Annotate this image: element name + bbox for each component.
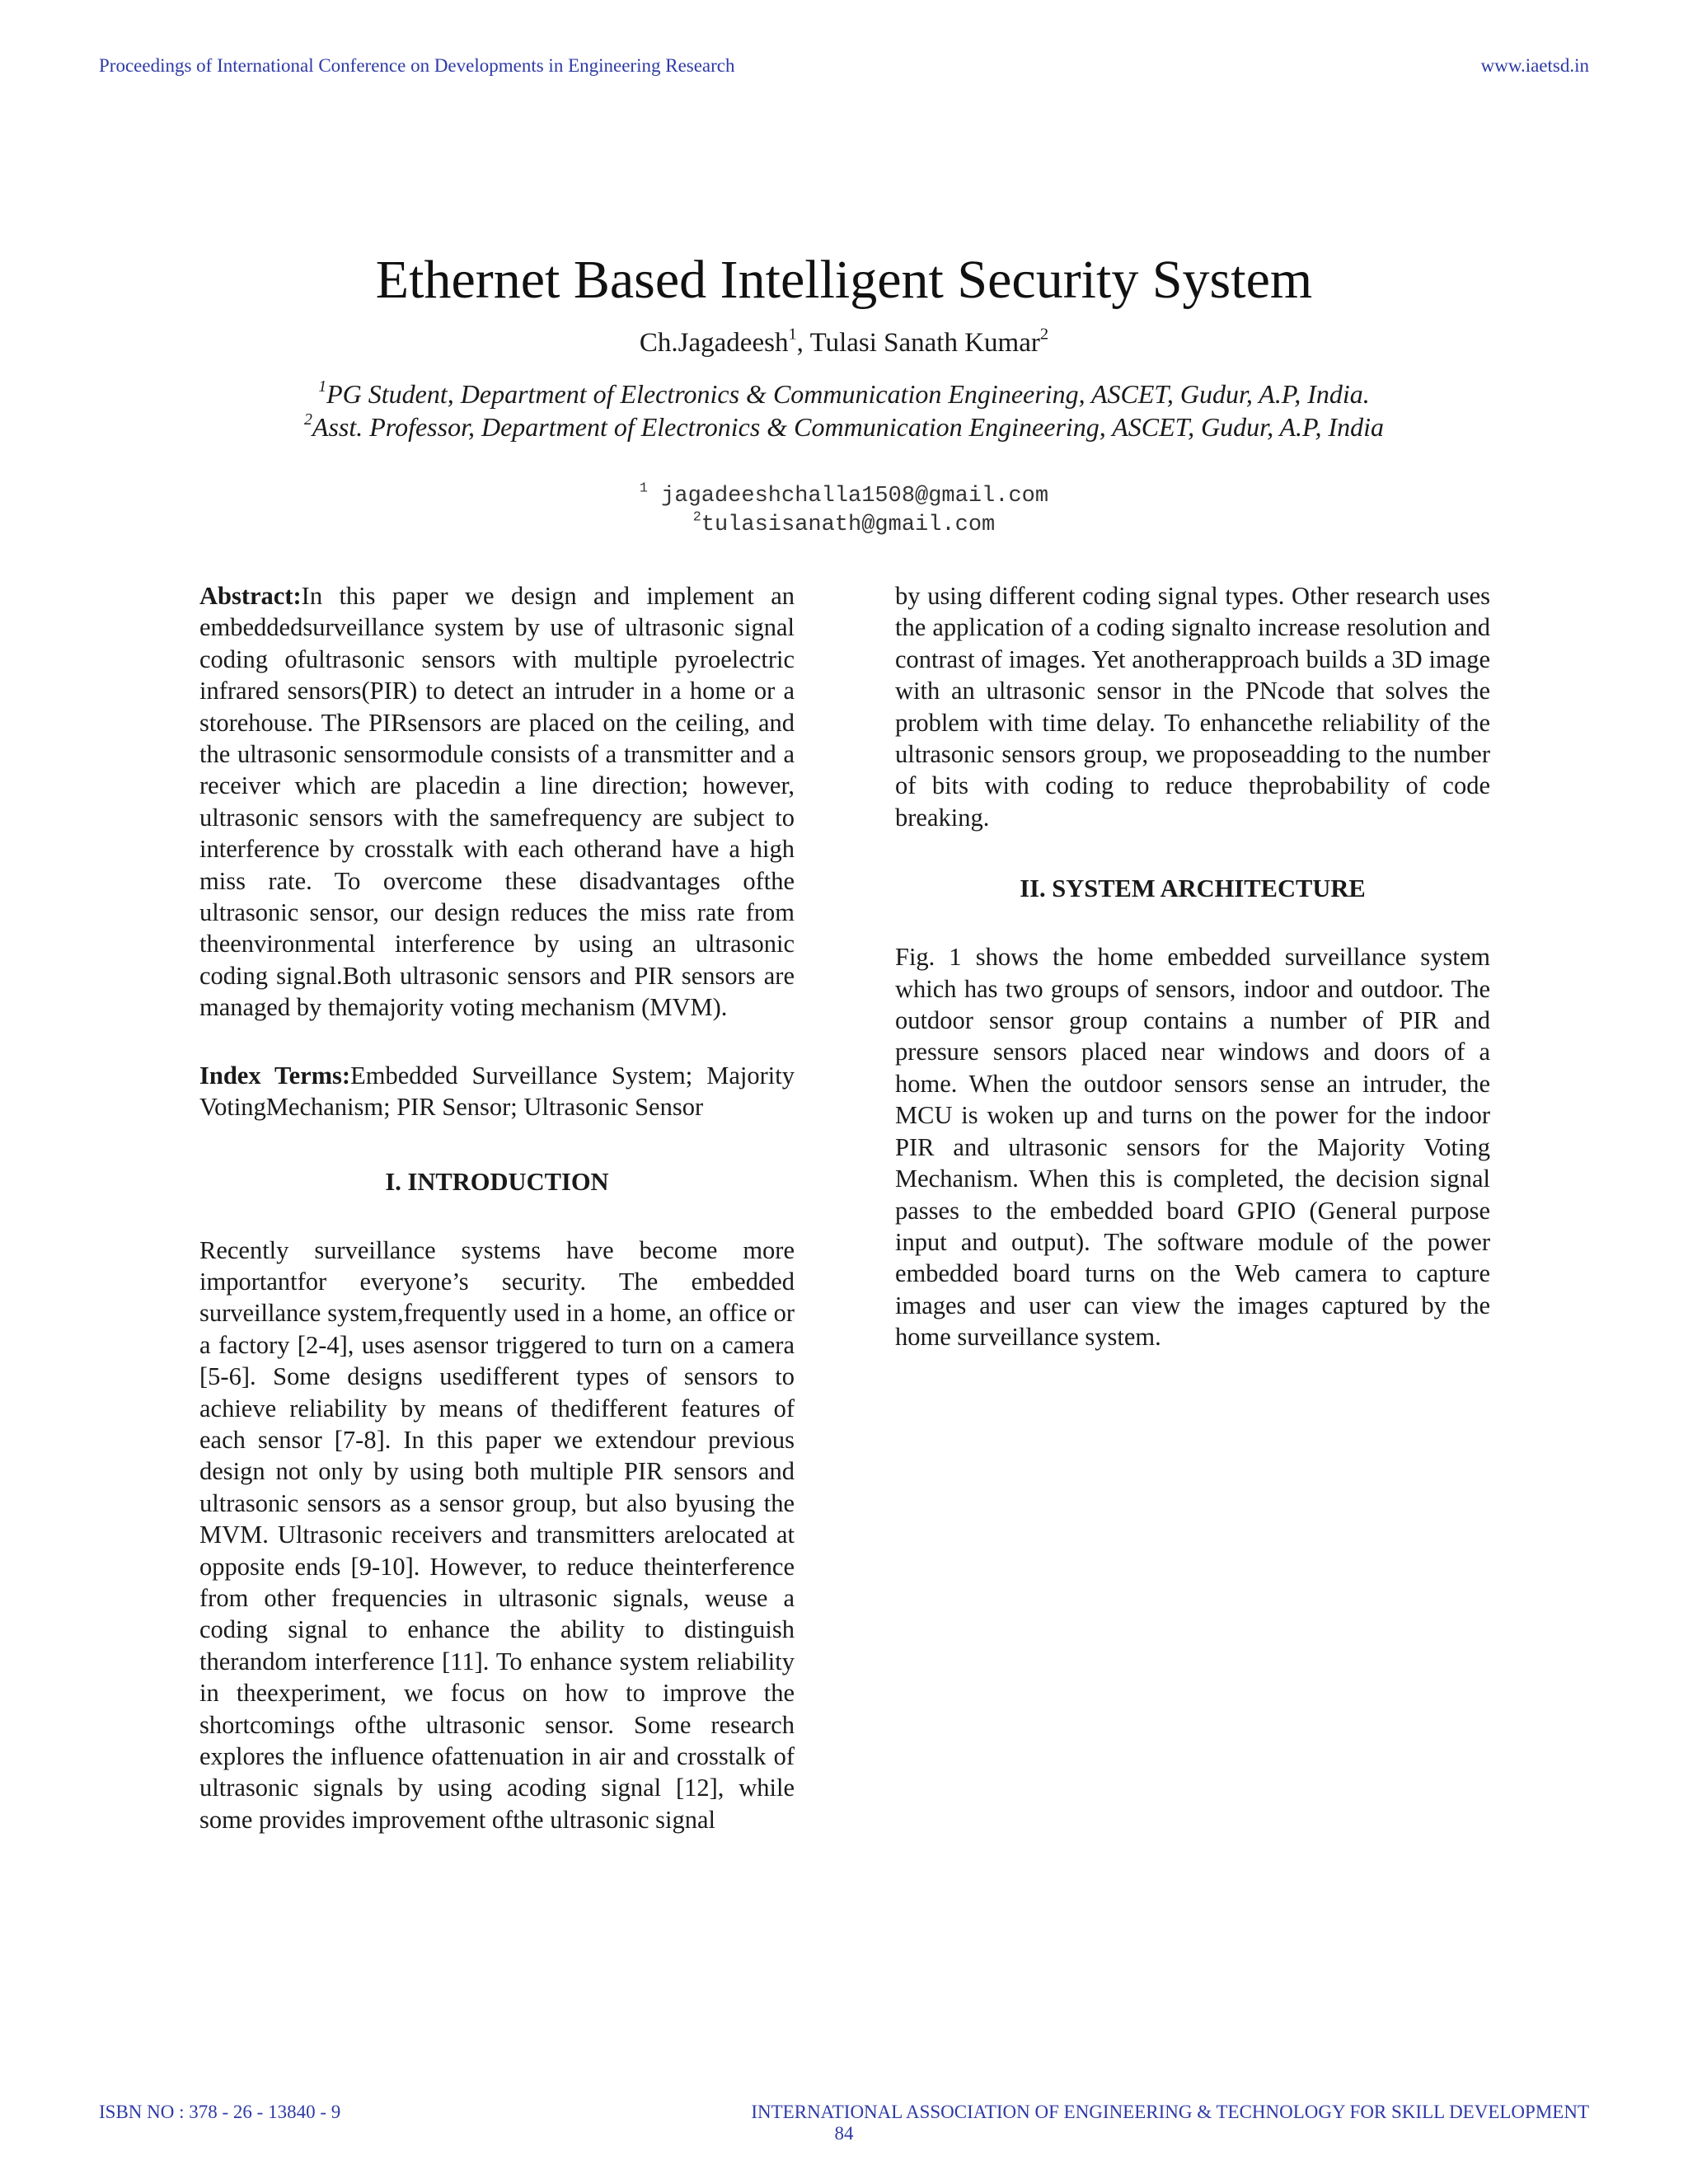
index-terms-label: Index Terms: <box>199 1061 351 1090</box>
association-name: INTERNATIONAL ASSOCIATION OF ENGINEERING & TECHNOLOGY FOR SKILL DEVELOPMENT <box>751 2102 1589 2122</box>
section-1-heading: I. INTRODUCTION <box>385 1167 609 1196</box>
system-architecture-text: Fig. 1 shows the home embedded surveillance system which has two groups of sensors, indoor and outdoor. The outdoor sensor group contains a number of PIR and pressure sensors placed near windows and doors of a home. When the outdoor sensors sense an intruder, the MCU is woken up and turns on the power for the indoor PIR and ultrasonic sensors for the Majority Voting Mechanism. When this is completed, the decision signal passes to the embedded board GPIO (General purpose input and output). The software module of the power embedded board turns on the Web camera to capture images and user can view the images captured by the home surveillance system. <box>895 943 1490 1352</box>
running-header <box>99 55 1589 77</box>
author-separator: , <box>796 328 810 358</box>
introduction-continued: by using different coding signal types. Other research uses the application of a coding signalto increase resolution and contrast of images. Yet anotherapproach builds a 3D image with an ultrasonic sensor in the PNcode that solves the problem with time delay. To enhancethe reliability of the ultrasonic sensors group, we proposeadding to the number of bits with coding to reduce theprobability of code breaking. <box>895 582 1490 832</box>
affiliation-2-text: Asst. Professor, Department of Electronics & Communication Engineering, ASCET, Gudur, A.P, India <box>312 412 1385 442</box>
right-column <box>895 580 1490 1353</box>
author-1-affil-mark: 1 <box>788 325 797 344</box>
abstract-text: In this paper we design and implement an embeddedsurveillance system by use of ultrasonic signal coding ofultrasonic sensors with multiple pyroelectric infrared sensors(PIR) to detect an intruder in a home or a storehouse. The PIRsensors are placed on the ceiling, and the ultrasonic sensormodule consists of a transmitter and a receiver which are placedin a line direction; however, ultrasonic sensors with the samefrequency are subject to interference by crosstalk with each otherand have a high miss rate. To overcome these disadvantages ofthe ultrasonic sensor, our design reduces the miss rate from theenvironmental interference by using an ultrasonic coding signal.Both ultrasonic sensors and PIR sensors are managed by themajority voting mechanism (MVM). <box>199 582 795 1022</box>
affiliation-2 <box>0 412 1688 443</box>
introduction-text: Recently surveillance systems have become more importantfor everyone’s security. The embedded surveillance system,frequently used in a home, an office or a factory [2-4], uses asensor triggered to turn on a camera [5-6]. Some designs usedifferent types of sensors to achieve reliability by means of thedifferent features of each sensor [7-8]. In this paper we extendour previous design not only by using both multiple PIR sensors and ultrasonic sensors as a sensor group, but also byusing the MVM. Ultrasonic receivers and transmitters arelocated at opposite ends [9-10]. However, to reduce theinterference from other frequencies in ultrasonic signals, weuse a coding signal to enhance the ability to distinguish therandom interference [11]. To enhance system reliability in theexperiment, we focus on how to improve the shortcomings ofthe ultrasonic sensor. Some research explores the influence ofattenuation in air and crosstalk of ultrasonic signals by using acoding signal [12], while some provides improvement ofthe ultrasonic signal <box>199 1235 795 1834</box>
author-2: Tulasi Sanath Kumar <box>809 328 1040 358</box>
paper-title: Ethernet Based Intelligent Security System <box>375 250 1313 310</box>
affiliation-1-text: PG Student, Department of Electronics & Communication Engineering, ASCET, Gudur, A.P, India. <box>326 379 1370 409</box>
website-url[interactable]: www.iaetsd.in <box>1480 55 1589 76</box>
author-line <box>0 325 1688 359</box>
email-2-address[interactable]: tulasisanath@gmail.com <box>701 513 996 537</box>
author-1: Ch.Jagadeesh <box>639 328 789 358</box>
email-1-address[interactable]: jagadeeshchalla1508@gmail.com <box>647 484 1049 509</box>
index-terms-text: Embedded Surveillance System; Majority VotingMechanism; PIR Sensor; Ultrasonic Sensor <box>199 1061 795 1122</box>
author-2-affil-mark: 2 <box>1039 325 1049 344</box>
conference-name: Proceedings of International Conference on Developments in Engineering Research <box>99 55 735 76</box>
isbn: ISBN NO : 378 - 26 - 13840 - 9 <box>99 2102 341 2122</box>
left-column <box>199 580 795 1835</box>
section-2-heading: II. SYSTEM ARCHITECTURE <box>1020 874 1366 903</box>
email-2 <box>0 509 1688 537</box>
page-number: 84 <box>834 2123 854 2144</box>
affiliation-2-mark: 2 <box>303 410 312 429</box>
affiliation-1 <box>0 379 1688 410</box>
index-terms <box>199 1060 795 1123</box>
email-2-mark: 2 <box>692 509 701 526</box>
abstract-label: Abstract: <box>199 582 302 610</box>
abstract <box>199 580 795 1024</box>
running-footer <box>99 2102 1589 2144</box>
email-1 <box>0 480 1688 509</box>
affiliation-1-mark: 1 <box>318 377 327 396</box>
email-1-mark: 1 <box>639 480 648 497</box>
